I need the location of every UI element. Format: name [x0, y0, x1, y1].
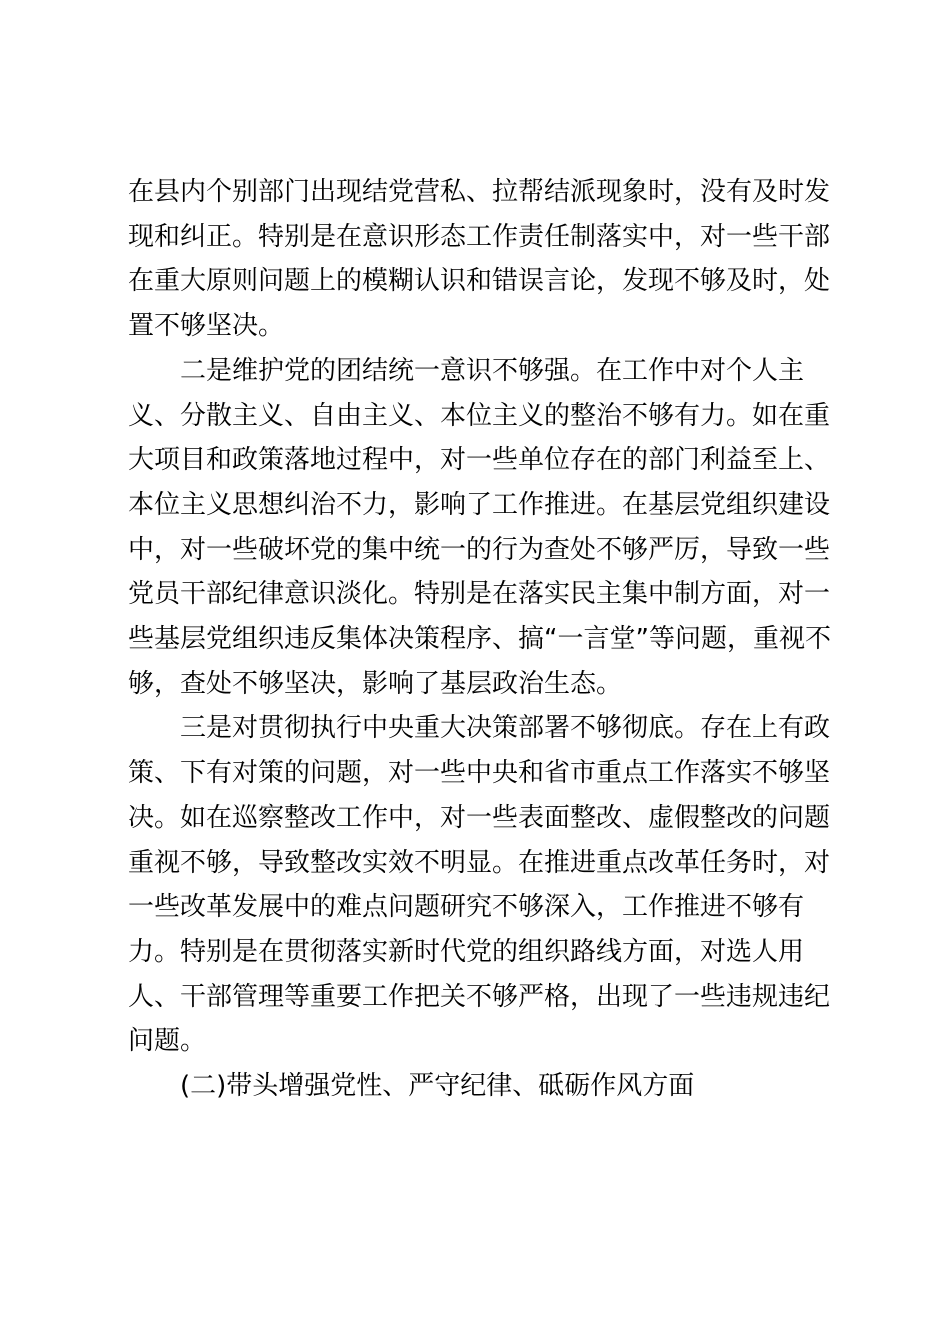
document-page [128, 170, 831, 1109]
text-line: 义、分散主义、自由主义、本位主义的整治不够有力。如在重 [128, 400, 831, 431]
text-line: 中，对一些破坏党的集中统一的行为查处不够严厉，导致一些 [128, 534, 831, 565]
text-line: 二是维护党的团结统一意识不够强。在工作中对个人主 [128, 355, 805, 386]
text-line: 人、干部管理等重要工作把关不够严格，出现了一些违规违纪 [128, 981, 831, 1012]
text-line: 决。如在巡察整改工作中，对一些表面整改、虚假整改的问题 [128, 802, 831, 833]
text-line: 置不够坚决。 [128, 311, 285, 342]
text-line: 重视不够，导致整改实效不明显。在推进重点改革任务时，对 [128, 847, 831, 878]
text-line: 党员干部纪律意识淡化。特别是在落实民主集中制方面，对一 [128, 579, 831, 610]
text-line: 在县内个别部门出现结党营私、拉帮结派现象时，没有及时发 [128, 177, 831, 207]
text-line: 策、下有对策的问题，对一些中央和省市重点工作落实不够坚 [128, 758, 831, 789]
text-line: 本位主义思想纠治不力，影响了工作推进。在基层党组织建设 [128, 489, 831, 520]
paragraph-2 [128, 349, 831, 707]
text-line: 现和纠正。特别是在意识形态工作责任制落实中，对一些干部 [128, 221, 831, 252]
section-heading [128, 1064, 818, 1109]
text-line: 三是对贯彻执行中央重大决策部署不够彻底。存在上有政 [128, 713, 831, 744]
text-line: 够，查处不够坚决，影响了基层政治生态。 [128, 668, 623, 699]
paragraph-1 [128, 170, 831, 349]
text-line: 些基层党组织违反集体决策程序、搞“一言堂”等问题，重视不 [128, 624, 831, 655]
paragraph-3 [128, 706, 831, 1064]
text-line: (二)带头增强党性、严守纪律、砥砺作风方面 [128, 1071, 695, 1102]
text-line: 一些改革发展中的难点问题研究不够深入，工作推进不够有 [128, 892, 805, 923]
text-line: 问题。 [128, 1026, 207, 1057]
text-line: 力。特别是在贯彻落实新时代党的组织路线方面，对选人用 [128, 936, 805, 967]
text-line: 在重大原则问题上的模糊认识和错误言论，发现不够及时，处 [128, 266, 831, 297]
text-line: 大项目和政策落地过程中，对一些单位存在的部门利益至上、 [128, 445, 831, 476]
